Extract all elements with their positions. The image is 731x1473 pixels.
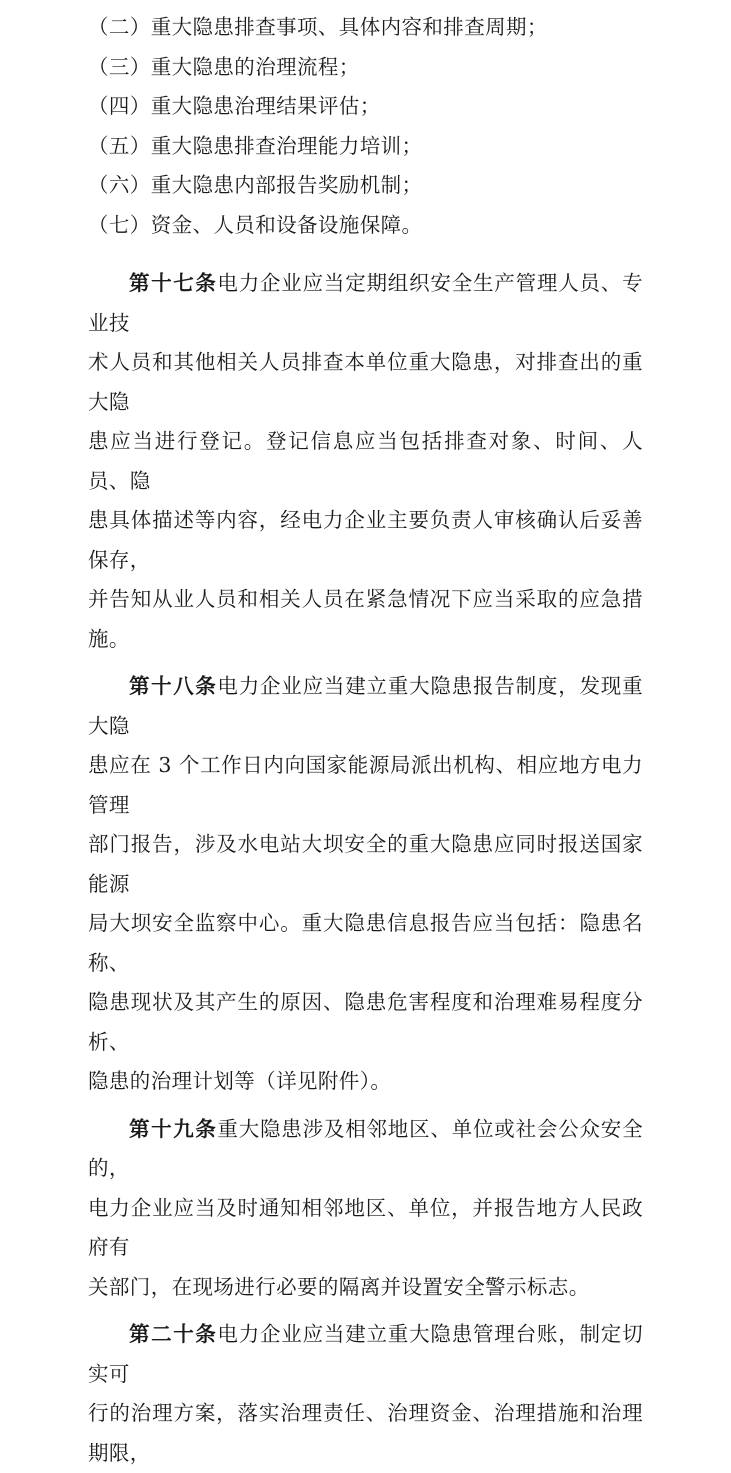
article-twenty xyxy=(88,1315,643,1473)
section-spacer xyxy=(88,245,643,256)
article-text-line: 患应当进行登记。登记信息应当包括排查对象、时间、人员、隐 xyxy=(88,429,643,493)
enumerated-list xyxy=(88,8,643,245)
article-text-line: 患应在 3 个工作日内向国家能源局派出机构、相应地方电力管理 xyxy=(88,753,643,817)
article-text-line: 电力企业应当建立重大隐患报告制度，发现重大隐 xyxy=(88,674,643,738)
list-item: （五）重大隐患排查治理能力培训； xyxy=(88,133,423,158)
article-text-line: 电力企业应当及时通知相邻地区、单位，并报告地方人民政府有 xyxy=(88,1195,643,1259)
article-label: 第十八条 xyxy=(129,674,218,698)
list-item: （四）重大隐患治理结果评估； xyxy=(88,94,381,118)
article-label: 第十九条 xyxy=(129,1116,218,1141)
article-label: 第二十条 xyxy=(129,1322,218,1346)
article-text-line: 局大坝安全监察中心。重大隐患信息报告应当包括：隐患名称、 xyxy=(88,911,643,975)
article-text-line: 患具体描述等内容，经电力企业主要负责人审核确认后妥善保存， xyxy=(88,508,643,572)
article-text-line: 并告知从业人员和相关人员在紧急情况下应当采取的应急措施。 xyxy=(88,587,643,651)
list-item: （七）资金、人员和设备设施保障。 xyxy=(88,212,423,237)
article-text-line: 隐患现状及其产生的原因、隐患危害程度和治理难易程度分析、 xyxy=(88,990,643,1054)
article-seventeen xyxy=(88,264,643,659)
article-label: 第十七条 xyxy=(129,271,218,295)
article-text-line: 行的治理方案，落实治理责任、治理资金、治理措施和治理期限， xyxy=(88,1401,643,1465)
article-eighteen xyxy=(88,667,643,1102)
article-first-line xyxy=(88,264,643,343)
article-first-line xyxy=(88,1315,643,1394)
article-text-line: 电力企业应当定期组织安全生产管理人员、专业技 xyxy=(88,271,643,335)
list-item: （六）重大隐患内部报告奖励机制； xyxy=(88,173,423,197)
list-item: （三）重大隐患的治理流程； xyxy=(88,54,360,79)
article-text-line: 关部门，在现场进行必要的隔离并设置安全警示标志。 xyxy=(88,1274,590,1299)
article-nineteen xyxy=(88,1110,643,1308)
article-first-line xyxy=(88,667,643,746)
article-text-line: 部门报告，涉及水电站大坝安全的重大隐患应同时报送国家能源 xyxy=(88,832,643,896)
article-first-line xyxy=(88,1110,643,1189)
article-text-line: 电力企业应当建立重大隐患管理台账，制定切实可 xyxy=(88,1322,643,1386)
article-text-line: 隐患的治理计划等（详见附件）。 xyxy=(88,1069,392,1093)
article-text-line: 术人员和其他相关人员排查本单位重大隐患，对排查出的重大隐 xyxy=(88,350,643,414)
list-item: （二）重大隐患排查事项、具体内容和排查周期； xyxy=(88,15,548,39)
article-text-line: 重大隐患涉及相邻地区、单位或社会公众安全的， xyxy=(88,1116,643,1180)
